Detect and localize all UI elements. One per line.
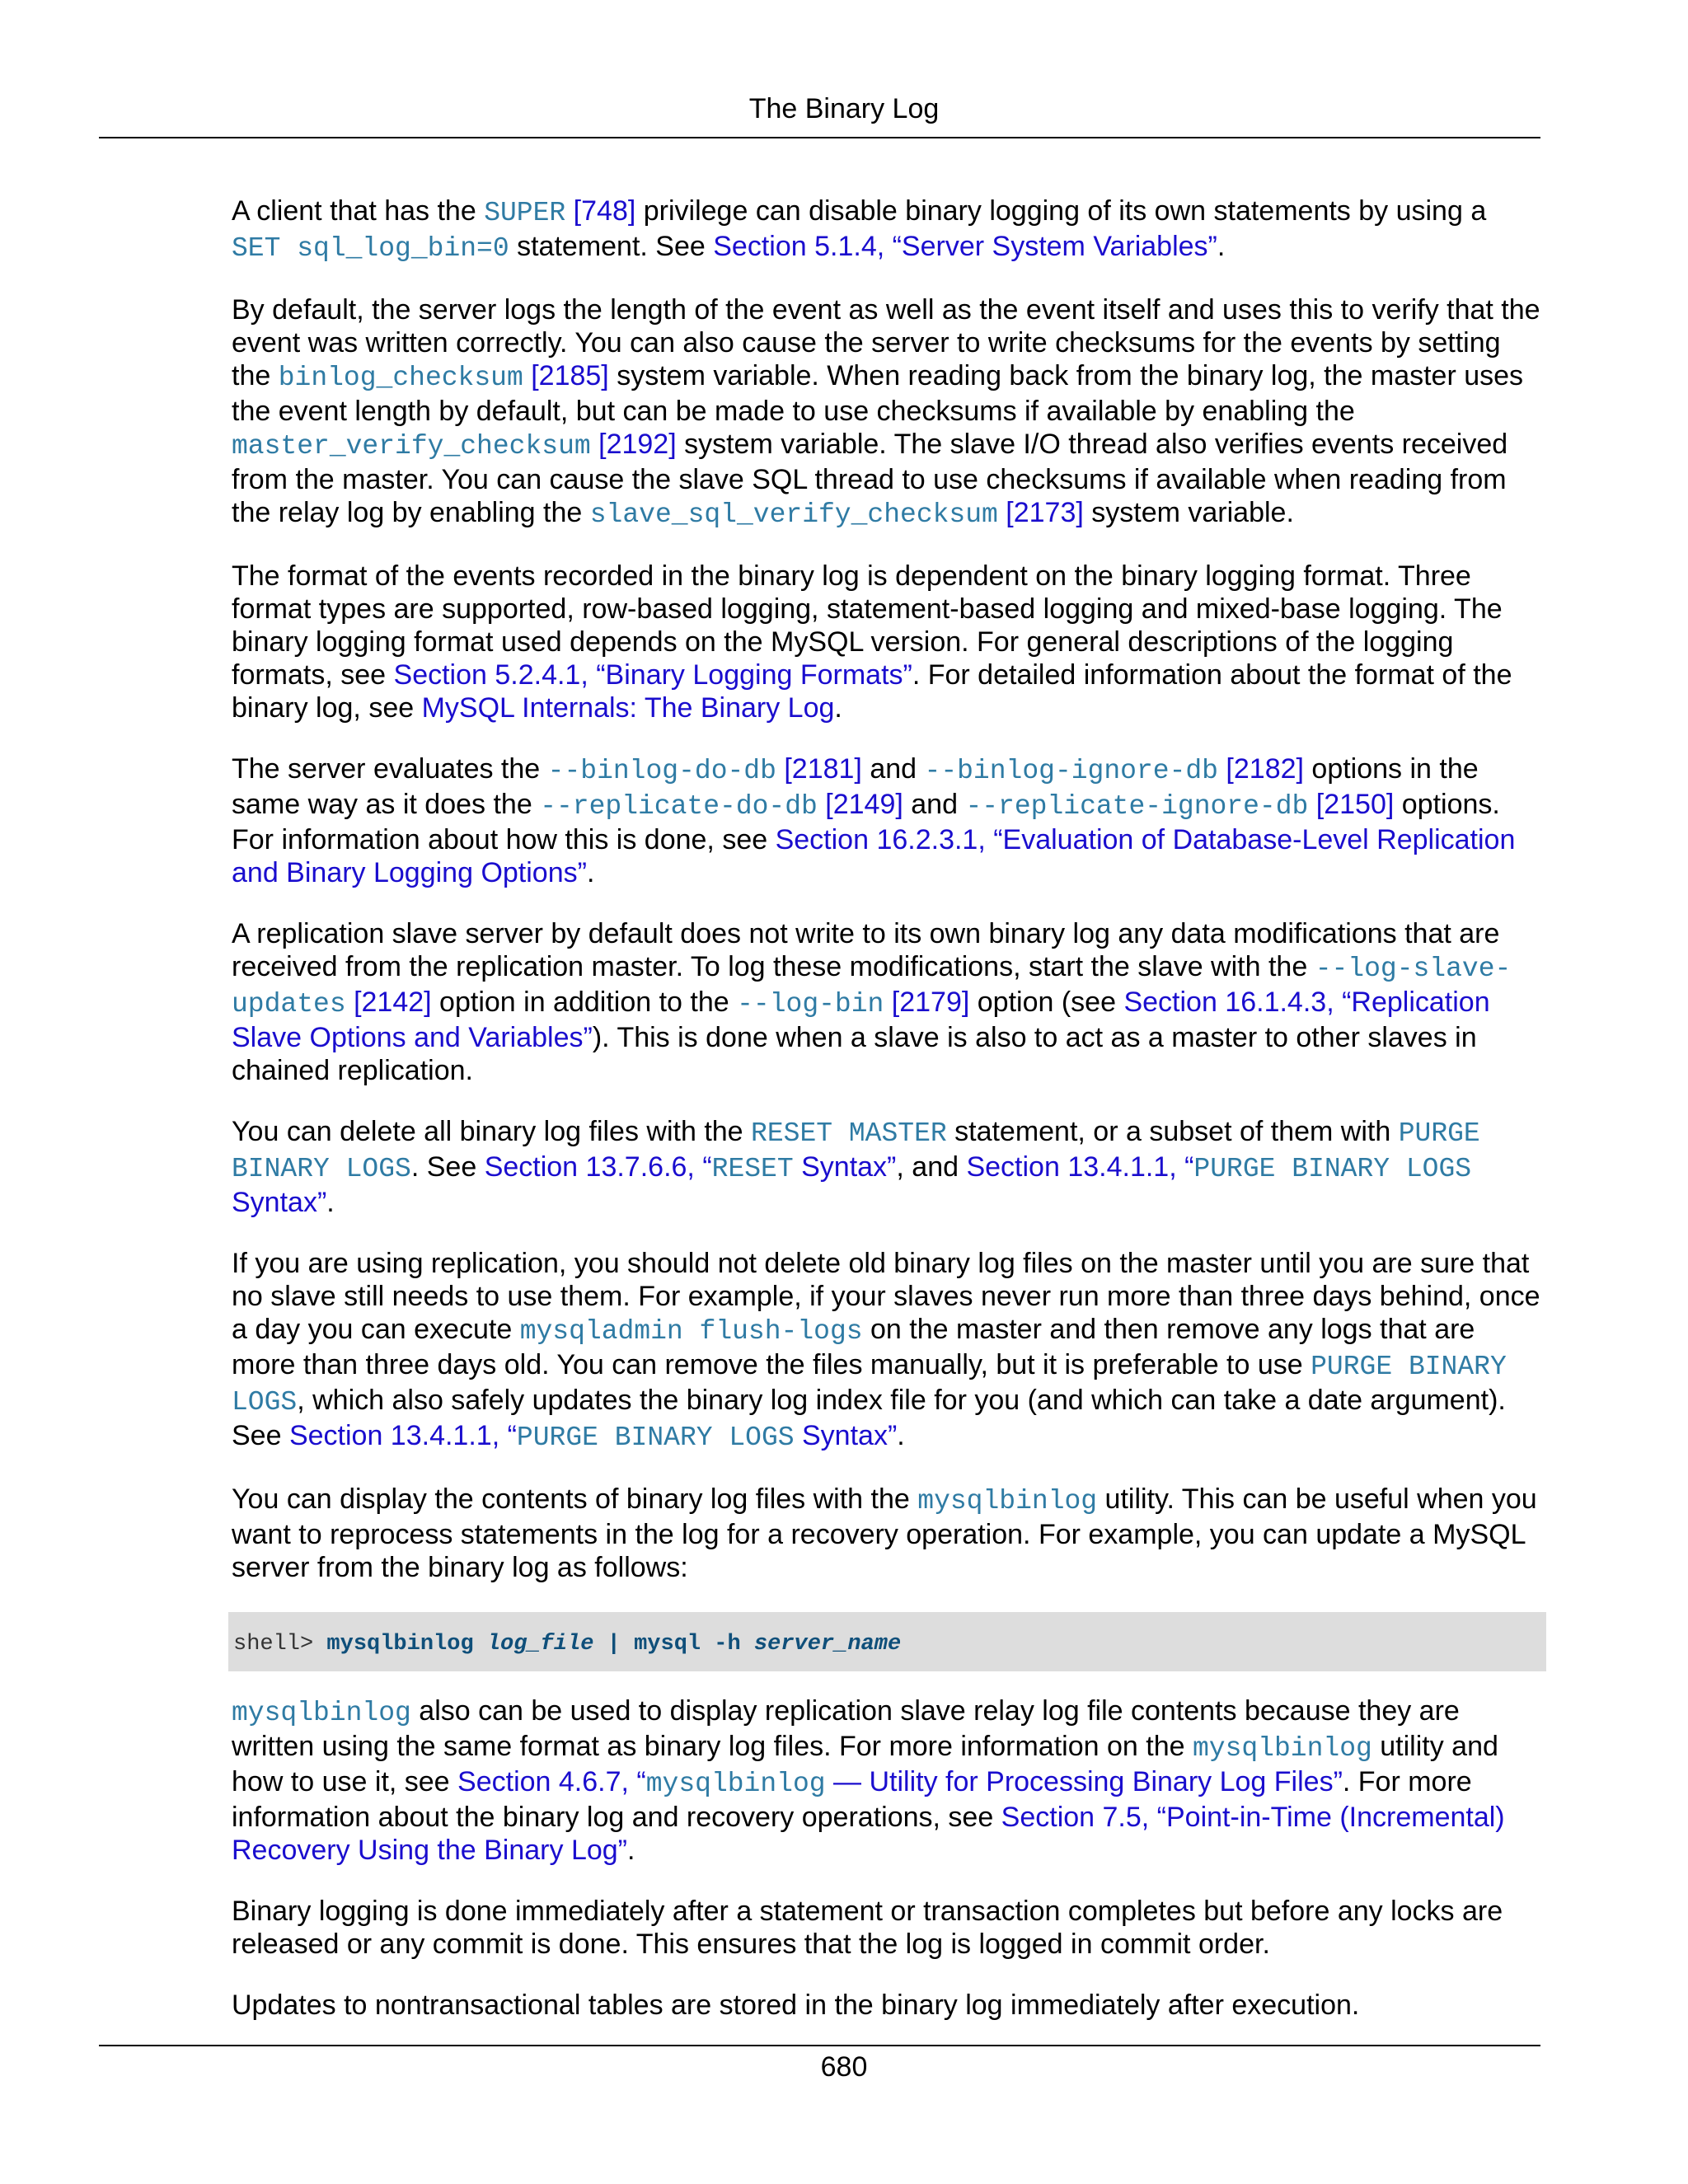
text: also can be used to display replication slave relay log file contents because they are written using the same format as binary log files. For more information on the [232,1695,1460,1762]
reset-syntax-link[interactable] [485,1151,897,1183]
text: . See [410,1151,485,1183]
slave-sql-verify-checksum-code[interactable]: slave_sql_verify_checksum [589,499,998,530]
purge-binary-logs-code[interactable]: PURGE BINARY LOGS [232,1352,1507,1418]
text: privilege can disable binary logging of its own statements by using a [635,195,1487,227]
shell-prompt: shell> [233,1632,327,1657]
text: , which also safely updates the binary log index file for you (and which can take a date argument). See [232,1385,1506,1451]
paragraph-delete-logs [232,1115,1542,1219]
command-text: mysqlbinlog [326,1632,487,1657]
log-slave-updates-code[interactable]: --log-slave-updates [232,954,1512,1019]
text: system variable. [1083,497,1294,528]
log-bin-code[interactable]: --log-bin [737,989,884,1019]
text: . For detailed information about the format of the binary log, see [232,659,1512,724]
mysqladmin-flush-logs-code[interactable]: mysqladmin flush-logs [519,1316,863,1347]
page-ref-link[interactable]: [2181] [776,753,862,785]
master-verify-checksum-code[interactable]: master_verify_checksum [232,431,591,462]
text: If you are using replication, you should not delete old binary log files on the master until you are sure that no slave still needs to use them. For example, if your slaves never run more than three days behind, once a day you can execute [232,1248,1540,1345]
text: statement. See [509,231,714,262]
replication-slave-options-link[interactable]: Section 16.1.4.3, “Replication Slave Options and Variables” [232,987,1490,1053]
page-header-title: The Binary Log [748,93,940,124]
paragraph-log-slave-updates [232,917,1542,1087]
super-privilege-code[interactable]: SUPER [484,198,566,228]
text: and [903,789,966,820]
paragraph-logging-format [232,560,1542,724]
page-ref-link[interactable]: [2142] [345,987,432,1018]
paragraph-nontransactional [232,1989,1542,2022]
command-argument: server_name [753,1632,902,1657]
text: The format of the events recorded in the binary log is dependent on the binary logging format. Three format types are supported, row-based logging, statement-based logging and mixed-base logging. The binary logging format used depends on the MySQL version. For general descriptions of the logging formats, see [232,560,1503,691]
text: system variable. The slave I/O thread also verifies events received from the master. You can cause the slave SQL thread to use checksums if available when reading from the relay log by enabling the [232,429,1508,528]
text: statement, or a subset of them with [946,1116,1399,1147]
binlog-checksum-code[interactable]: binlog_checksum [278,363,523,393]
text: options in the same way as it does the [232,753,1479,820]
text: utility. This can be useful when you want to reprocess statements in the log for a recovery operation. For example, you can update a MySQL server from the binary log as follows: [232,1483,1537,1583]
reset-master-code[interactable]: RESET MASTER [751,1118,947,1149]
text: utility and how to use it, see [232,1731,1498,1797]
text: Updates to nontransactional tables are stored in the binary log immediately after execution. [232,1990,1360,2021]
link-text: Section 13.4.1.1, “ [288,1420,517,1451]
text: , and [896,1151,967,1183]
text: option in addition to the [431,987,738,1018]
text: option (see [969,987,1124,1018]
text: options. For information about how this is done, see [232,789,1500,855]
mysqlbinlog-code[interactable]: mysqlbinlog [917,1486,1098,1516]
page-ref-link[interactable]: [2150] [1308,789,1395,820]
text: . [326,1187,335,1218]
link-text: Syntax” [794,1420,898,1451]
shell-example-code-block[interactable] [228,1612,1546,1671]
text: system variable. When reading back from the binary log, the master uses the event length by default, but can be made to use checksums if available by enabling the [232,360,1524,427]
point-in-time-recovery-link[interactable]: Section 7.5, “Point-in-Time (Incremental) Recovery Using the Binary Log” [232,1802,1505,1866]
page-ref-link[interactable]: [2185] [523,360,609,391]
binary-logging-formats-link[interactable]: Section 5.2.4.1, “Binary Logging Formats” [393,659,912,691]
paragraph-relay-log [232,1694,1542,1867]
page-number: 680 [820,2051,868,2083]
text: You can display the contents of binary log files with the [232,1483,918,1515]
set-sql-log-bin-code[interactable]: SET sql_log_bin=0 [232,233,509,264]
text: on the master and then remove any logs that are more than three days old. You can remove the files manually, but it is preferable to use [232,1314,1475,1380]
link-code: mysqlbinlog [645,1769,826,1799]
paragraph-super-privilege [232,194,1542,265]
footer-divider [99,2045,1540,2046]
paragraph-commit-order [232,1895,1542,1961]
mysql-internals-link[interactable]: MySQL Internals: The Binary Log [421,692,835,724]
page-ref-link[interactable]: [2173] [997,497,1084,528]
text: You can delete all binary log files with the [232,1116,752,1147]
mysqlbinlog-code[interactable]: mysqlbinlog [232,1698,411,1728]
text: . [1217,231,1226,262]
link-code: PURGE BINARY LOGS [516,1422,795,1453]
paragraph-checksums [232,293,1542,532]
mysqlbinlog-utility-link[interactable] [457,1766,1343,1797]
page-ref-link[interactable]: [2179] [884,987,970,1018]
command-argument: log_file [486,1632,594,1657]
mysqlbinlog-code[interactable]: mysqlbinlog [1192,1733,1372,1764]
text: . [586,857,595,888]
link-text: Section 4.6.7, “ [457,1766,646,1797]
link-text: — Utility for Processing Binary Log Files” [825,1766,1343,1797]
replicate-do-db-code[interactable]: --replicate-do-db [540,791,818,822]
text: ). This is done when a slave is also to act as a master to other slaves in chained replication. [232,1022,1477,1086]
binlog-do-db-code[interactable]: --binlog-do-db [547,756,776,786]
purge-binary-logs-code[interactable]: PURGE BINARY LOGS [232,1118,1480,1184]
link-code: PURGE BINARY LOGS [1193,1154,1472,1184]
text: . [897,1420,905,1451]
replicate-ignore-db-code[interactable]: --replicate-ignore-db [965,791,1309,822]
command-text: | mysql -h [593,1632,754,1657]
link-text: Section 13.4.1.1, “ [966,1151,1194,1183]
binlog-ignore-db-code[interactable]: --binlog-ignore-db [924,756,1218,786]
link-text: Section 13.7.6.6, “ [484,1151,712,1183]
text: . [627,1835,635,1866]
header-divider [99,137,1540,138]
text: Binary logging is done immediately after a statement or transaction completes but before any locks are released or any commit is done. This ensures that the log is logged in commit order. [232,1896,1503,1960]
text: . [834,692,842,724]
paragraph-mysqlbinlog-display [232,1483,1542,1584]
server-system-variables-link[interactable]: Section 5.1.4, “Server System Variables” [713,231,1217,262]
text: The server evaluates the [232,753,548,785]
purge-binary-logs-syntax-link[interactable] [289,1420,897,1451]
text: and [861,753,925,785]
page-body [232,194,1542,2050]
link-code: RESET [711,1154,794,1184]
link-text: Syntax” [232,1187,327,1218]
page-ref-link[interactable]: [2182] [1217,753,1304,785]
text: A client that has the [232,195,485,227]
page-ref-link[interactable]: [2149] [817,789,903,820]
evaluation-replication-link[interactable]: Section 16.2.3.1, “Evaluation of Database-Level Replication and Binary Logging Options” [232,824,1516,888]
page-ref-link[interactable]: [748] [565,195,636,227]
link-text: Syntax” [793,1151,897,1183]
page-ref-link[interactable]: [2192] [590,429,677,460]
text: By default, the server logs the length of the event as well as the event itself and uses this to verify that the event was written correctly. You can also cause the server to write checksums for the events by setting the [232,294,1540,391]
text: . For more information about the binary log and recovery operations, see [232,1766,1472,1833]
text: A replication slave server by default does not write to its own binary log any data modifications that are received from the replication master. To log these modifications, start the slave with the [232,918,1500,982]
paragraph-binlog-options [232,752,1542,889]
paragraph-replication-delete [232,1247,1542,1455]
